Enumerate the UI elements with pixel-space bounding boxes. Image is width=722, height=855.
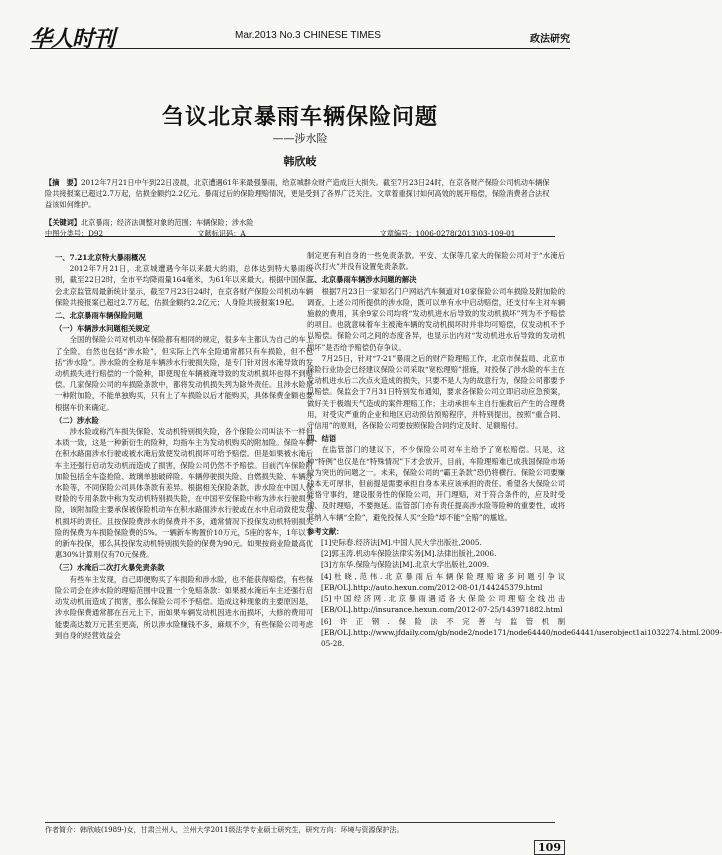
keywords-text: 北京暴雨；经济法调整对象的范围；车辆保险；涉水险 <box>80 218 254 227</box>
references-title: 参考文献： <box>307 526 344 536</box>
paragraph: 涉水险或称汽车损失保险、发动机特别损失险，各个保险公司叫法不一样但本质一致，这是一种新衍生的险种，均指车主为发动机购买的附加险。保险车辆在积水路面涉水行驶或被水淹后致使发动机损坏可给予赔偿。但是如果被水淹后车主还强行启动发动机而造成了损害，保险公司仍然不予赔偿。目前汽车保险附加险包括全车盗抢险、玻璃单独破碎险、车辆停驶损失险、自燃损失险、车辆涉水险等，不同保险公司具体条款有差异。根据相关保险条款，涉水险在中国人保财险的专用条款中称为发动机特别损失险，在中国平安保险中称为涉水行驶损失险，该附加险主要承保被保险机动车在积水路面涉水行驶或在水中启动致使发动机损坏的责任。且按保险费涉水的保费并不多，通常情况下投保发动机特别损失险的保费为车损险保险费的5%。一辆新车购置价10万元，5座的客车，1年以下的新车投保，那么其投保发动机特别损失险的保费为90元。如果按商业险最高优惠30%计算则仅有70元保费。 <box>55 427 313 560</box>
classification-row <box>45 228 555 239</box>
section-heading: 一、7.21北京特大暴雨概况 <box>55 253 146 262</box>
reference-item: [1]史际春.经济法[M].中国人民大学出版社,2005. <box>321 538 482 548</box>
page-number: 109 <box>534 840 565 855</box>
reference-item: [3]方东华.保险与保险法[M].北京大学出版社,2009. <box>321 560 490 570</box>
section-heading: （一）车辆涉水问题相关规定 <box>55 324 150 334</box>
section-heading: （三）水淹后二次打火暴免责条款 <box>55 563 165 573</box>
reference-item: [2]郭玉涛.机动车保险法律实务[M].法律出版社,2006. <box>321 549 497 559</box>
paragraph: 有些车主发现，自己即便购买了车损险和涉水险，也不能获得赔偿，有些保险公司会在涉水险的理赔范围中设置一个免赔条款：如果被水淹后车主还强行启动发动机而造成了损害，那么保险公司不予赔偿。造成这种现象的主要原因是，涉水险保费通常都在百元上下，而如果车辆发动机因进水而损坏，大修的费用可能要高达数万元甚至更高，所以涉水险赚钱不多，麻烦不少，有些保险公司考虑到自身的经营效益会 <box>55 574 313 640</box>
abstract-label: 【摘 要】 <box>45 178 81 187</box>
article-title: 刍议北京暴雨车辆保险问题 <box>161 104 438 130</box>
paragraph: 7月25日，针对“7·21”暴雨之后的财产险理赔工作，北京市保监局、北京市保险行业协会已经建议保险公司采取“宽松理赔”措施，对投保了涉水险的车主在发动机进水后二次点火造成的损失，只要不是人为的故意行为，保险公司都要予以赔偿。保监会于7月31日特别发布通知，要求各保险公司立即启动应急预案，做好关于极端天气造成的案件理赔工作；主动承担车主自行施救后产生的合理费用，对受灾严重的企业和地区启动预估预赔程序，并特别提出，按照“重合同、守信用”的原则，各保险公司要按照保险合同约定及时、足额赔付。 <box>307 353 565 431</box>
reference-item: [5]中国经济网.北京暴雨遇适各大保险公司理赔全线出击[EB/OL].http://insurance.hexun.com/2012-07-25/143971882.html <box>321 594 565 615</box>
references <box>307 526 722 649</box>
right-column <box>307 250 722 649</box>
section-heading: （二）涉水险 <box>55 415 99 425</box>
reference-item: [6]许正钢.保险法不完善与监管机制[EB/OL].http://www.jfdaily.com/gb/node2/node171/node64440/node64441/userobject1ai1032274.html.2009-05-28. <box>321 616 722 648</box>
abstract <box>45 177 555 210</box>
article-number: 文章编号：1006-0278(2013)03-109-01 <box>379 229 516 238</box>
doc-code: 文献标识码：A <box>197 229 246 238</box>
paragraph: 2012年7月21日，北京城遭遇今年以来最大的雨，总体达到特大暴雨级别，截至22日2时，全市平均降雨量164毫米，为61年以来最大。根据中国保监会北京监管局最新统计显示，截至7月23日24时，在京各财产保险公司机动车辆保险共接报案已超过2.7万起，估损金额约2.2亿元；人身险共接报案19起。 <box>55 264 313 307</box>
paragraph: 制定更有利自身的一些免责条款。平安、太保等几家大的保险公司对于“水淹后二次打火”并没有设置免责条款。 <box>307 251 565 272</box>
divider <box>45 236 555 237</box>
section-heading: 二、北京暴雨车辆保险问题 <box>55 311 143 321</box>
clc-code: 中图分类号：D92 <box>45 229 104 238</box>
author-note: 作者简介：韩欣岐(1989-)女，甘肃兰州人，兰州大学2011级法学专业硕士研究生，研究方向：环境与资源保护法。 <box>45 822 555 835</box>
paragraph: 全国的保险公司对机动车保险都有相同的规定，很多车主都认为自己的车上了全险，自然也包括“涉水险”，但实际上汽车全险通常都只有车损险，但不包括“涉水险”。涉水险的全称是车辆涉水行驶损失险，是专门针对因水淹导致的发动机损失进行赔偿的一个险种，即使现在车辆被淹导致的发动机损坏也得不到赔偿。几家保险公司的车损险条款中，都将发动机损失列为除外责任。且涉水险是一种附加险，不能单独购买，只有上了车损险以后才能购买，具体保费金额也要根据车价来确定。 <box>55 335 313 412</box>
issue-info: Mar.2013 No.3 CHINESE TIMES <box>235 30 381 41</box>
keywords-label: 【关键词】 <box>45 218 81 227</box>
right-column-body <box>307 250 565 523</box>
keywords <box>45 217 555 228</box>
article-subtitle: ——涉水险 <box>272 132 328 145</box>
author-name: 韩欣岐 <box>283 155 317 168</box>
abstract-text: 2012年7月21日中午到22日凌晨，北京遭遇61年来最强暴雨，给京城群众财产造成巨大损失。截至7月23日24时，在京各财产保险公司机动车辆保险共接报案已超过2.7万起，估损金额约2.2亿元。暴雨过后的保险理赔情况，更是受到了各界广泛关注。文章着重探讨如何高效的展开赔偿，保险消费者合法权益该如何维护。 <box>45 178 550 209</box>
paragraph: 在监管部门的建议下，不少保险公司对车主给予了宽松赔偿。只是，这种“特例”也仅是在“特殊情况”下才会放开，目前，车险理赔难已成我国保险市场较为突出的问题之一。未来，保险公司的“霸王条款”恐仍将横行。保险公司要赚钱本无可厚非，但前提是需要承担自身本来应该承担的责任。希望各大保险公司能恪守事约，建设服务性的保险公司，开门理赔，对于符合条件的，应及时受理、及时理赔，不要拖延。监管部门亦有责任提高涉水险等险种的重要性，或将其纳入车辆“全险”，避免投保人买“全险”却不能“全赔”的尴尬。 <box>307 445 565 522</box>
reference-list <box>307 537 722 649</box>
paragraph: 根据7月23日一家知名门户网站汽车频道对10家保险公司车损险及附加险的调查，上述公司所提供的涉水险，既可以单有水中启动赔偿，还支付车主对车辆施救的费用，其余9家公司均将“发动机进水后导致的发动机损坏”列为不予赔偿的项目。也就意味着车主被淹车辆的发动机损坏时并非均可赔偿，仅发动机不予以赔偿。保险公司之间的态度各异，也显示出内对“发动机进水后导致的发动机损坏”是否给予赔偿仍存争议。 <box>307 286 565 352</box>
journal-logo: 华人时刊 <box>30 26 115 52</box>
section-heading: 三、北京暴雨车辆涉水问题的解决 <box>307 275 417 285</box>
section-heading: 四、结语 <box>307 434 337 444</box>
reference-item: [4]杜晓,范伟.北京暴雨后车辆保险理赔诸多问题引争议[EB/OL].http://auto.hexun.com/2012-08-01/144245379.html <box>321 571 565 592</box>
left-column <box>55 250 313 641</box>
section-label: 政法研究 <box>530 34 570 45</box>
page-header <box>30 22 570 52</box>
